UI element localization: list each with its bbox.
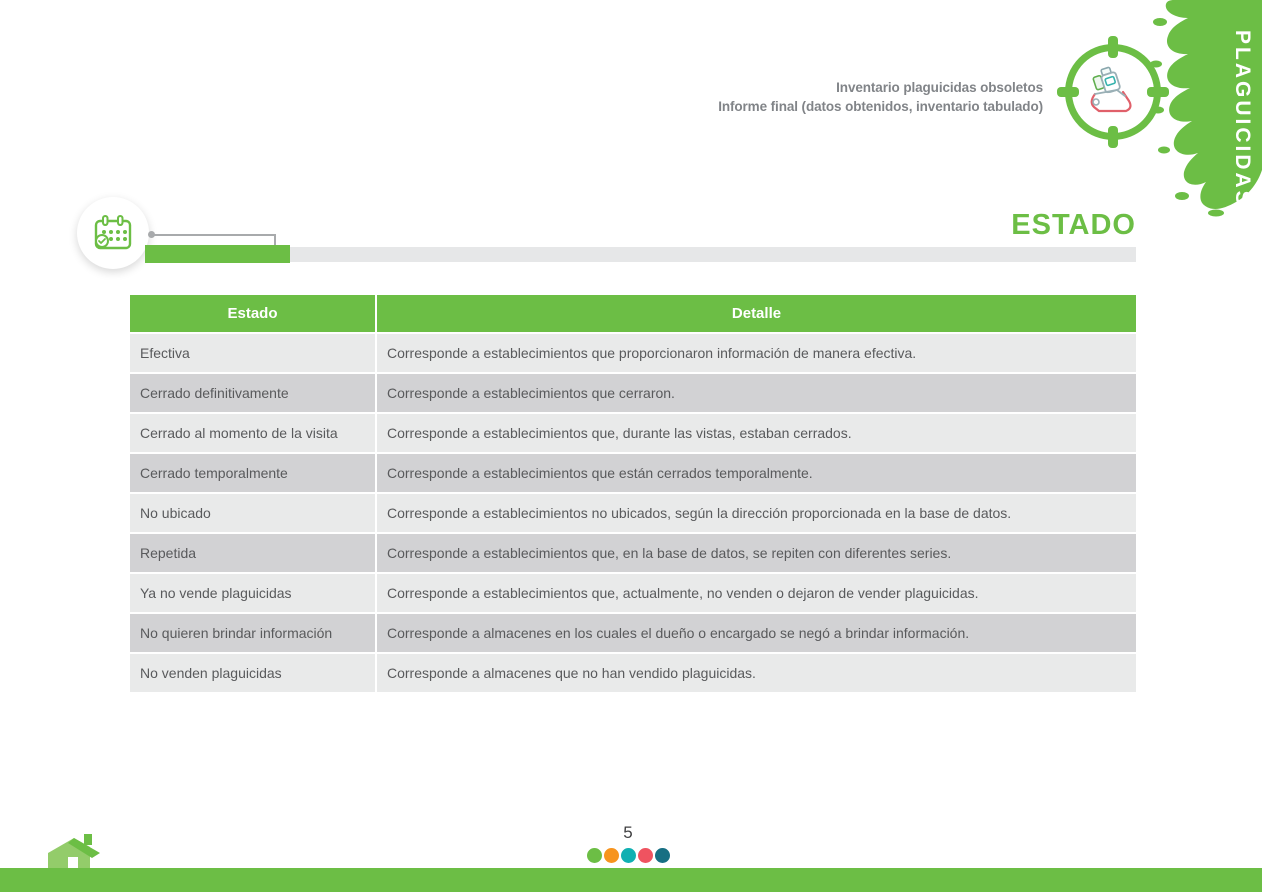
pagination-dots <box>561 848 695 863</box>
estado-cell: No quieren brindar información <box>130 614 375 652</box>
table-row <box>130 654 1136 692</box>
table-header-estado: Estado <box>130 295 375 332</box>
table-row <box>130 454 1136 492</box>
target-tick-top <box>1108 36 1118 58</box>
table-row <box>130 374 1136 412</box>
table-header-detalle: Detalle <box>377 295 1136 332</box>
target-tick-right <box>1147 87 1169 97</box>
detalle-cell: Corresponde a establecimientos que, actualmente, no venden o dejaron de vender plaguicidas. <box>377 574 1136 612</box>
pagination-dot <box>621 848 636 863</box>
section-title: ESTADO <box>1011 209 1136 241</box>
table-row <box>130 574 1136 612</box>
home-icon <box>40 831 106 871</box>
detalle-cell: Corresponde a establecimientos que cerraron. <box>377 374 1136 412</box>
table-row <box>130 334 1136 372</box>
detalle-cell: Corresponde a establecimientos que, durante las vistas, estaban cerrados. <box>377 414 1136 452</box>
document-header <box>718 78 1043 116</box>
footer-bar <box>0 868 1262 892</box>
estado-cell: No venden plaguicidas <box>130 654 375 692</box>
estado-cell: Efectiva <box>130 334 375 372</box>
pagination-dot <box>587 848 602 863</box>
estado-table <box>130 295 1136 692</box>
detalle-cell: Corresponde a almacenes en los cuales el dueño o encargado se negó a brindar información. <box>377 614 1136 652</box>
pagination-dot <box>604 848 619 863</box>
table-row <box>130 534 1136 572</box>
detalle-cell: Corresponde a almacenes que no han vendido plaguicidas. <box>377 654 1136 692</box>
document-header-line2: Informe final (datos obtenidos, inventario tabulado) <box>718 99 1043 114</box>
table-row <box>130 414 1136 452</box>
target-tick-bottom <box>1108 126 1118 148</box>
sprayer-icon <box>1083 62 1143 122</box>
pesticide-target-icon <box>1065 44 1161 140</box>
detalle-cell: Corresponde a establecimientos no ubicados, según la dirección proporcionada en la base de datos. <box>377 494 1136 532</box>
connector-line-horizontal <box>153 234 275 236</box>
estado-cell: Repetida <box>130 534 375 572</box>
calendar-icon <box>91 213 135 253</box>
pagination-dot <box>655 848 670 863</box>
estado-cell: Ya no vende plaguicidas <box>130 574 375 612</box>
table-row <box>130 614 1136 652</box>
estado-cell: Cerrado definitivamente <box>130 374 375 412</box>
detalle-cell: Corresponde a establecimientos que, en la base de datos, se repiten con diferentes series. <box>377 534 1136 572</box>
estado-cell: Cerrado temporalmente <box>130 454 375 492</box>
section-progress-bar-filled <box>145 245 290 263</box>
detalle-cell: Corresponde a establecimientos que proporcionaron información de manera efectiva. <box>377 334 1136 372</box>
table-header-row <box>130 295 1136 332</box>
plaguicidas-tab-label: PLAGUICIDAS <box>1231 30 1254 208</box>
document-header-line1: Inventario plaguicidas obsoletos <box>836 80 1043 95</box>
estado-cell: Cerrado al momento de la visita <box>130 414 375 452</box>
calendar-badge <box>77 197 149 269</box>
page-number: 5 <box>623 823 633 842</box>
section-progress-bar-track <box>290 247 1136 262</box>
detalle-cell: Corresponde a establecimientos que están cerrados temporalmente. <box>377 454 1136 492</box>
estado-cell: No ubicado <box>130 494 375 532</box>
pagination-dot <box>638 848 653 863</box>
target-tick-left <box>1057 87 1079 97</box>
table-row <box>130 494 1136 532</box>
